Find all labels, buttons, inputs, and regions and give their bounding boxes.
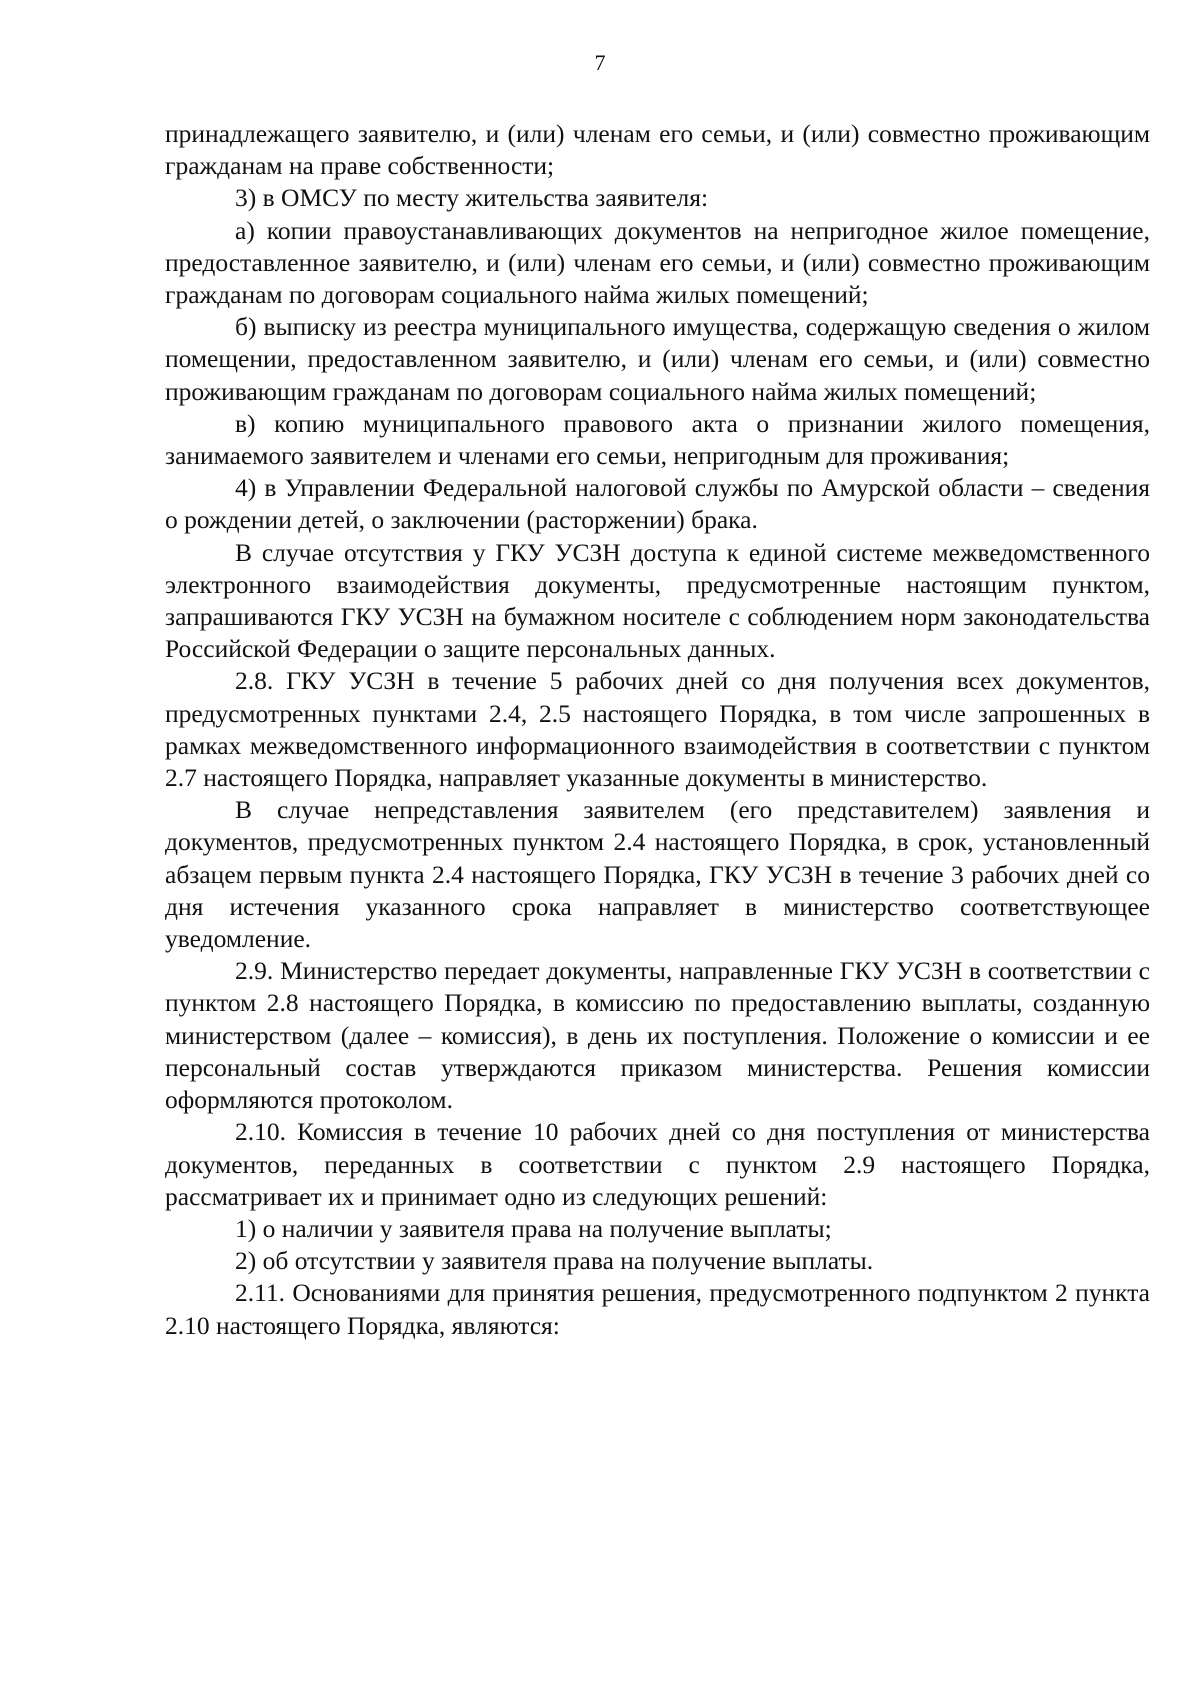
paragraph-item-4: 4) в Управлении Федеральной налоговой службы по Амурской области – сведения о рождении детей, о заключении (расторжении) брака. [165, 473, 1150, 535]
paragraph-subitem-b: б) выписку из реестра муниципального имущества, содержащую сведения о жилом помещении, предоставленном заявителю, и (или) членам его семьи, и (или) совместно проживающим гражданам по договорам социального найма жилых помещений; [165, 312, 1150, 406]
paragraph-2-10: 2.10. Комиссия в течение 10 рабочих дней со дня поступления от министерства документов, переданных в соответствии с пунктом 2.9 настоящего Порядка, рассматривает их и принимает одно из следующих решений: [165, 1117, 1150, 1211]
paragraph-2-9: 2.9. Министерство передает документы, направленные ГКУ УСЗН в соответствии с пунктом 2.8 настоящего Порядка, в комиссию по предоставлению выплаты, созданную министерством (далее – комиссия), в день их поступления. Положение о комиссии и ее персональный состав утверждаются приказом министерства. Решения комиссии оформляются протоколом. [165, 956, 1150, 1115]
paragraph-2-8: 2.8. ГКУ УСЗН в течение 5 рабочих дней со дня получения всех документов, предусмотренных пунктами 2.4, 2.5 настоящего Порядка, в том числе запрошенных в рамках межведомственного информационного взаимодействия в соответствии с пунктом 2.7 настоящего Порядка, направляет указанные документы в министерство. [165, 666, 1150, 793]
paragraph-decision-2: 2) об отсутствии у заявителя права на получение выплаты. [235, 1246, 874, 1276]
page-number: 7 [594, 50, 606, 75]
paragraph-subitem-a: а) копии правоустанавливающих документов на непригодное жилое помещение, предоставленное заявителю, и (или) членам его семьи, и (или) совместно проживающим гражданам по договорам социального найма жилых помещений; [165, 215, 1150, 310]
paragraph-decision-1: 1) о наличии у заявителя права на получение выплаты; [235, 1213, 832, 1243]
paragraph-continuation: принадлежащего заявителю, и (или) членам его семьи, и (или) совместно проживающим гражданам на праве собственности; [165, 119, 1150, 181]
paragraph-subitem-v: в) копию муниципального правового акта о признании жилого помещения, занимаемого заявителем и членами его семьи, непригодным для проживания; [165, 408, 1150, 471]
paragraph-2-11: 2.11. Основаниями для принятия решения, предусмотренного подпунктом 2 пункта 2.10 настоящего Порядка, являются: [165, 1278, 1150, 1340]
paragraph-item-3: 3) в ОМСУ по месту жительства заявителя: [235, 183, 709, 213]
paragraph-no-access: В случае отсутствия у ГКУ УСЗН доступа к единой системе межведомственного электронного взаимодействия документы, предусмотренные настоящим пунктом, запрашиваются ГКУ УСЗН на бумажном носителе с соблюдением норм законодательства Российской Федерации о защите персональных данных. [165, 537, 1150, 664]
paragraph-non-submission: В случае непредставления заявителем (его представителем) заявления и документов, предусмотренных пунктом 2.4 настоящего Порядка, в срок, установленный абзацем первым пункта 2.4 настоящего Порядка, ГКУ УСЗН в течение 3 рабочих дней со дня истечения указанного срока направляет в министерство соответствующее уведомление. [165, 795, 1150, 954]
document-body [165, 118, 1150, 1342]
